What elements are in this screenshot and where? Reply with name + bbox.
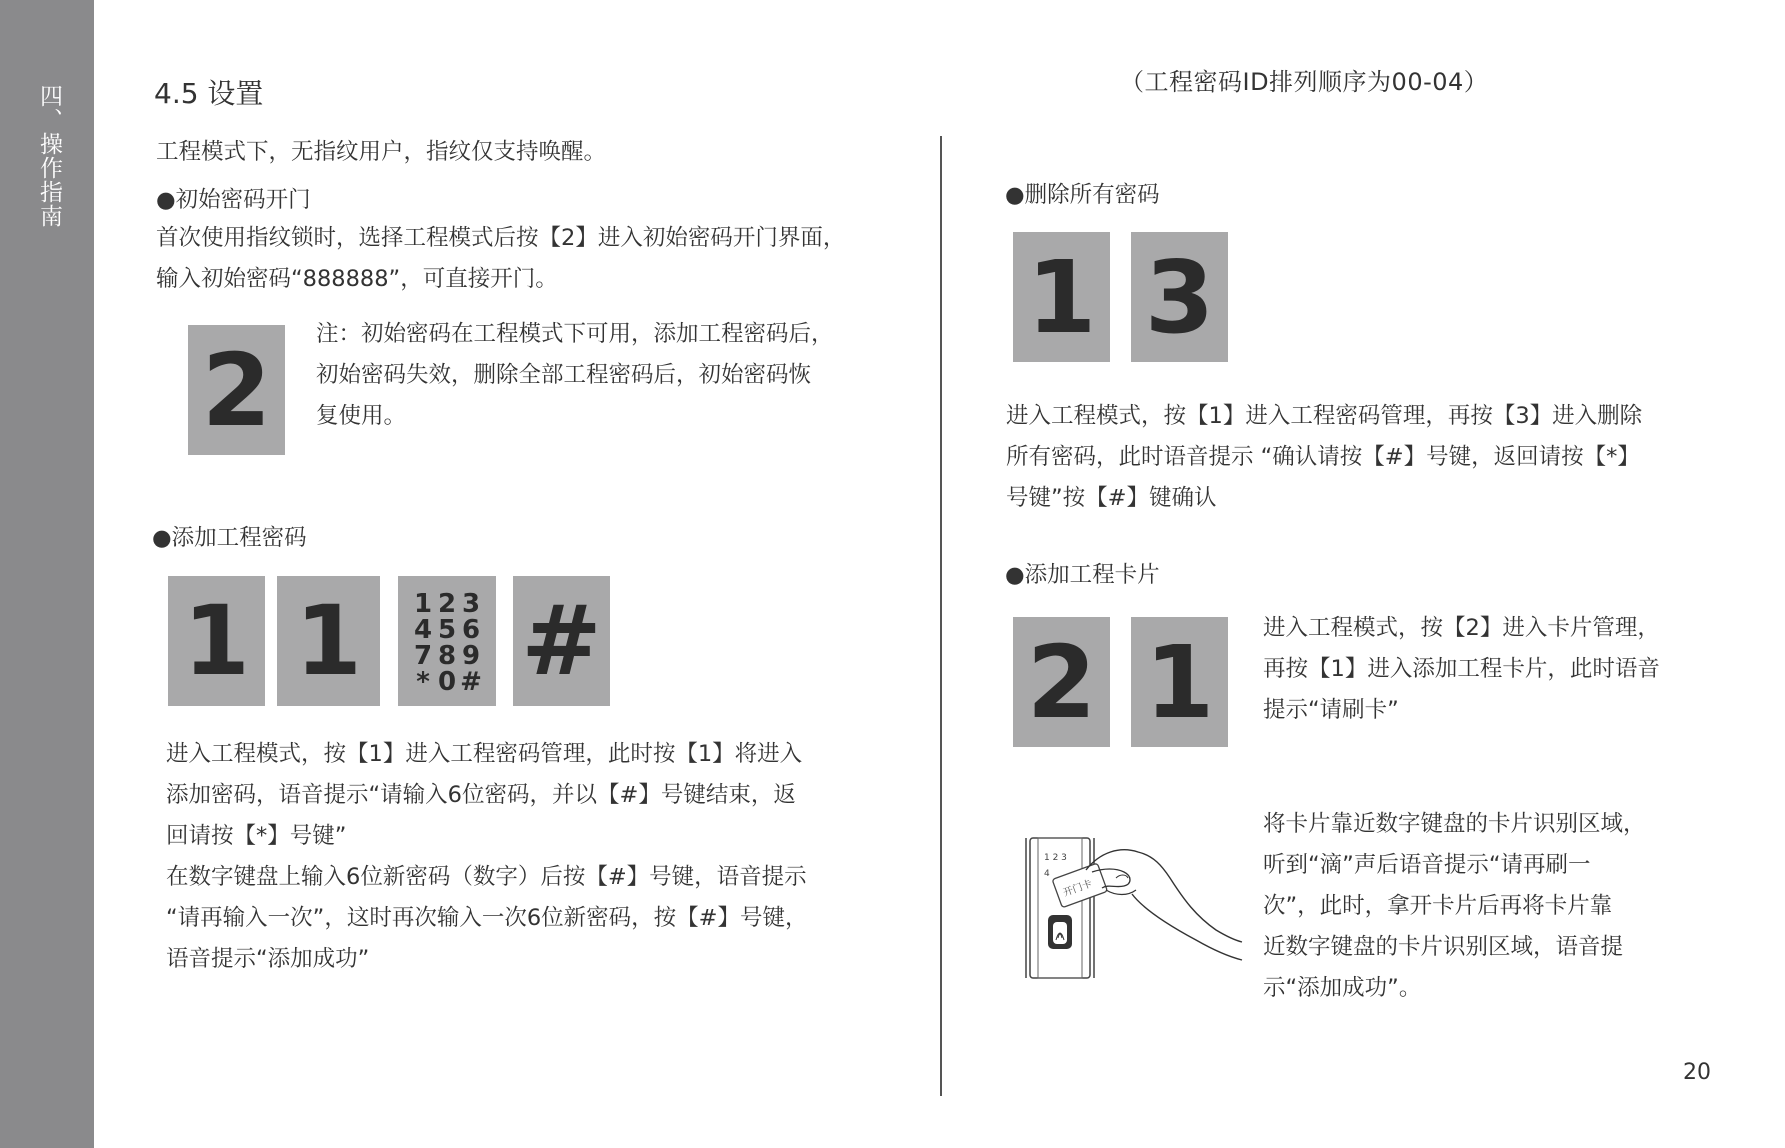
- keypad-digit: 3: [461, 589, 481, 619]
- keypad-digit: #: [460, 667, 482, 697]
- keypad-digit: 8: [437, 641, 457, 671]
- svg-text:4: 4: [1044, 869, 1050, 879]
- add-password-text: 进入工程模式，按【1】进入工程密码管理，此时按【1】将进入 添加密码，语音提示“请输入6位密码，并以【#】号键结束，返 回请按【*】号键” 在数字键盘上输入6位新密码（数字）后按【#】号键，语音提示 “请再输入一次”，这时再次输入一次6位新密码，按【#】号键， 语音提示“添加成功”: [166, 741, 808, 972]
- keypad-grid: [411, 589, 483, 697]
- card-label: 开门卡: [1061, 878, 1094, 900]
- keypad-digit: 7: [413, 641, 433, 671]
- card-swipe-illustration: [1020, 830, 1245, 985]
- keypad-digit: 4: [413, 615, 433, 645]
- key-1-second: 1: [277, 576, 380, 706]
- intro-text: 工程模式下，无指纹用户，指纹仅支持唤醒。: [156, 139, 607, 165]
- keypad-digit: 0: [437, 667, 457, 697]
- keypad-digit: 2: [437, 589, 457, 619]
- chapter-label: 四、操作指南: [36, 84, 62, 228]
- initial-password-text: 首次使用指纹锁时，选择工程模式后按【2】进入初始密码开门界面， 输入初始密码“888888”，可直接开门。: [156, 225, 846, 292]
- delete-all-heading: ●删除所有密码: [1005, 182, 1160, 208]
- keypad-digit: 9: [461, 641, 481, 671]
- key-1: 1: [1131, 617, 1228, 747]
- keypad-digit: *: [416, 667, 430, 697]
- chapter-sidebar: [0, 0, 94, 1148]
- add-card-heading: ●添加工程卡片: [1005, 562, 1160, 588]
- svg-text:1 2 3: 1 2 3: [1044, 853, 1067, 863]
- id-order-note: （工程密码ID排列顺序为00-04）: [1120, 68, 1489, 96]
- key-3: 3: [1131, 232, 1228, 362]
- page-number: 20: [1683, 1060, 1711, 1085]
- initial-password-heading: ●初始密码开门: [156, 187, 311, 213]
- key-1-first: 1: [168, 576, 265, 706]
- keypad-icon: [398, 576, 496, 706]
- add-card-text: 进入工程模式，按【2】进入卡片管理， 再按【1】进入添加工程卡片，此时语音 提示“请刷卡”: [1263, 615, 1660, 723]
- section-title: 4.5 设置: [154, 77, 264, 110]
- key-hash: #: [513, 576, 610, 706]
- key-2: 2: [1013, 617, 1110, 747]
- delete-all-text: 进入工程模式，按【1】进入工程密码管理，再按【3】进入删除 所有密码，此时语音提示 “确认请按【#】号键，返回请按【*】 号键”按【#】键确认: [1006, 403, 1643, 511]
- add-password-heading: ●添加工程密码: [152, 525, 307, 551]
- keypad-digit: 6: [461, 615, 481, 645]
- keypad-digit: 5: [437, 615, 457, 645]
- initial-password-note: 注：初始密码在工程模式下可用，添加工程密码后， 初始密码失效，删除全部工程密码后，初始密码恢 复使用。: [316, 321, 834, 429]
- card-swipe-text: 将卡片靠近数字键盘的卡片识别区域， 听到“滴”声后语音提示“请再刷一 次”，此时，拿开卡片后再将卡片靠 近数字键盘的卡片识别区域，语音提 示“添加成功”。: [1263, 811, 1646, 1001]
- key-1: 1: [1013, 232, 1110, 362]
- keypad-digit: 1: [413, 589, 433, 619]
- column-divider: [940, 136, 942, 1096]
- key-2: 2: [188, 325, 285, 455]
